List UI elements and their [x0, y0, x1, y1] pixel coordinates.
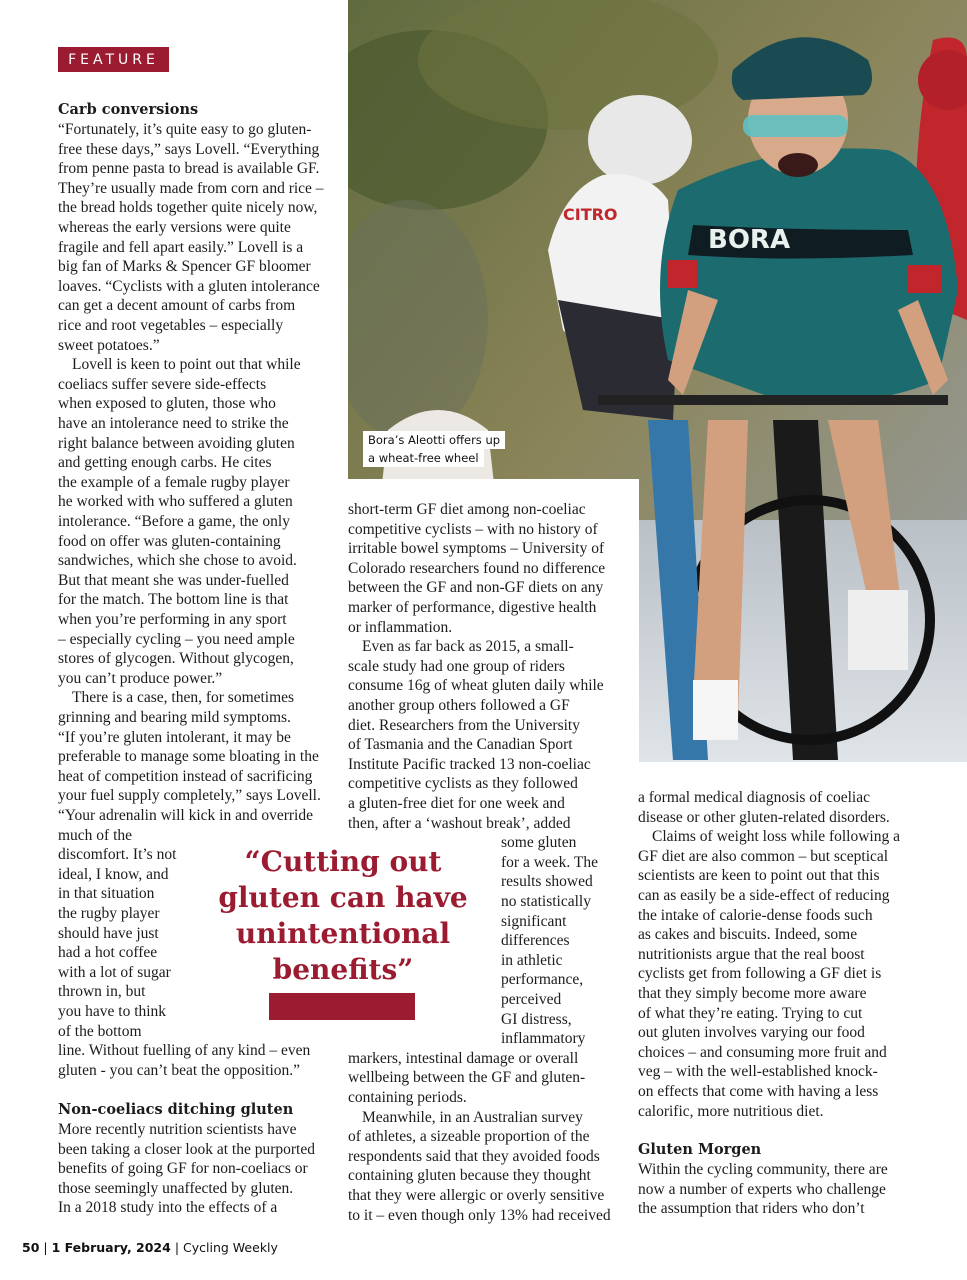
text-line: irritable bowel symptoms – University of	[348, 540, 605, 558]
text-line: In a 2018 study into the effects of a	[58, 1199, 278, 1217]
text-line: your fuel supply completely,” says Lovell.	[58, 787, 321, 805]
text-line: much of the	[58, 826, 133, 844]
text-line: “Fortunately, it’s quite easy to go gluten-	[58, 121, 312, 138]
text-line: scientists are keen to point out that this	[638, 867, 880, 885]
text-line: containing periods.	[348, 1089, 467, 1106]
text-line: on effects that come with having a less	[638, 1083, 879, 1100]
text-line: “If you’re gluten intolerant, it may be	[58, 728, 291, 746]
pull-quote-bar	[269, 993, 415, 1020]
text-line: to it – even though only 13% had received	[348, 1206, 611, 1224]
jersey-text: BORA	[708, 225, 791, 255]
pull-quote-line-3: unintentional	[235, 917, 451, 950]
text-line: diet. Researchers from the University	[348, 716, 580, 734]
text-line: cyclists get from following a GF diet is	[638, 965, 882, 983]
text-line: a formal medical diagnosis of coeliac	[638, 789, 870, 806]
text-line: scale study had one group of riders	[348, 657, 565, 675]
text-line: that they were allergic or overly sensitive	[348, 1187, 605, 1204]
magazine-name: Cycling Weekly	[183, 1240, 278, 1255]
text-line: line. Without fuelling of any kind – even	[58, 1042, 311, 1060]
text-line: differences	[501, 932, 570, 950]
svg-text:CITRO: CITRO	[563, 205, 618, 224]
text-line: from penne pasta to bread is available GF.	[58, 160, 320, 178]
pull-quote-line-2: gluten can have	[218, 881, 468, 914]
text-line: whereas the early versions were quite	[58, 219, 291, 236]
text-line: short-term GF diet among non-coeliac	[348, 501, 586, 518]
text-line: veg – with the well-established knock-	[638, 1063, 878, 1081]
text-line: had a hot coffee	[58, 944, 158, 962]
text-line: in that situation	[58, 885, 155, 903]
heading-non-coeliacs: Non-coeliacs ditching gluten	[58, 1101, 294, 1118]
text-line: he worked with who suffered a gluten	[58, 493, 293, 511]
text-line: stores of glycogen. Without glycogen,	[58, 650, 294, 668]
text-line: marker of performance, digestive health	[348, 599, 597, 616]
text-line: Colorado researchers found no difference	[348, 559, 606, 577]
text-line: GI distress,	[501, 1010, 572, 1028]
text-line: Meanwhile, in an Australian survey	[362, 1108, 583, 1126]
text-line: fragile and fell apart easily.” Lovell is a	[58, 238, 304, 256]
text-line: for the match. The bottom line is that	[58, 591, 289, 609]
pull-quote-line-1: “Cutting out	[244, 845, 442, 878]
text-line: no statistically	[501, 893, 591, 910]
pull-quote-line-4: benefits”	[272, 953, 414, 986]
text-line: and getting enough carbs. He cites	[58, 454, 272, 472]
text-line: of what they’re eating. Trying to cut	[638, 1004, 863, 1022]
text-line: competitive cyclists – with no history of	[348, 520, 598, 538]
text-line: nutritionists argue that the real boost	[638, 945, 865, 963]
text-line: gluten - you can’t beat the opposition.”	[58, 1061, 301, 1079]
text-line: the assumption that riders who don’t	[638, 1200, 865, 1218]
text-line: disease or other gluten-related disorders.	[638, 808, 890, 826]
page-footer	[22, 1240, 278, 1255]
footer-separator-1: |	[43, 1240, 48, 1255]
text-line: There is a case, then, for sometimes	[72, 689, 295, 707]
text-line: respondents said that they avoided foods	[348, 1147, 600, 1165]
text-line: those seemingly unaffected by gluten.	[58, 1179, 294, 1197]
text-line: out gluten involves varying our food	[638, 1024, 865, 1042]
issue-date: 1 February, 2024	[51, 1240, 171, 1255]
text-line: for a week. The	[501, 853, 598, 871]
text-line: sandwiches, which she chose to avoid.	[58, 552, 297, 570]
text-line: of Tasmania and the Canadian Sport	[348, 736, 573, 754]
text-line: that they simply become more aware	[638, 985, 867, 1002]
text-line: ideal, I know, and	[58, 865, 169, 883]
text-line: – especially cycling – you need ample	[58, 630, 295, 648]
text-line: coeliacs suffer severe side-effects	[58, 375, 267, 393]
text-line: benefits of going GF for non-coeliacs or	[58, 1160, 308, 1178]
text-line: thrown in, but	[58, 983, 146, 1001]
text-line: with a lot of sugar	[58, 963, 171, 981]
text-line: markers, intestinal damage or overall	[348, 1049, 579, 1067]
text-line: in athletic	[501, 951, 563, 969]
text-line: the rugby player	[58, 905, 160, 922]
photo-caption-line-1: Bora’s Aleotti offers up	[363, 431, 505, 449]
text-line: heat of competition instead of sacrificing	[58, 767, 313, 785]
text-line: choices – and consuming more fruit and	[638, 1043, 887, 1061]
text-line: should have just	[58, 924, 159, 942]
text-line: right balance between avoiding gluten	[58, 434, 295, 452]
text-line: now a number of experts who challenge	[638, 1180, 886, 1198]
text-line: can get a decent amount of carbs from	[58, 297, 296, 315]
text-line: big fan of Marks & Spencer GF bloomer	[58, 258, 311, 276]
text-line: containing gluten because they thought	[348, 1167, 591, 1185]
text-line: significant	[501, 912, 567, 930]
text-line: grinning and bearing mild symptoms.	[58, 709, 291, 726]
text-line: as cakes and biscuits. Indeed, some	[638, 926, 858, 944]
text-line: free these days,” says Lovell. “Everything	[58, 140, 320, 158]
text-line: can as easily be a side-effect of reducing	[638, 887, 890, 904]
text-line: competitive cyclists as they followed	[348, 775, 578, 793]
text-line: between the GF and non-GF diets on any	[348, 579, 604, 597]
text-line: the bread holds together quite nicely now,	[58, 199, 318, 217]
text-line: Even as far back as 2015, a small-	[362, 638, 574, 656]
text-line: rice and root vegetables – especially	[58, 317, 284, 334]
text-line: inflammatory	[501, 1030, 586, 1048]
text-line: They’re usually made from corn and rice –	[58, 179, 324, 197]
page-number: 50	[22, 1240, 40, 1255]
text-line: of athletes, a sizeable proportion of the	[348, 1128, 590, 1146]
text-line: perceived	[501, 991, 562, 1008]
text-line: have an intolerance need to strike the	[58, 415, 289, 432]
text-line: Lovell is keen to point out that while	[72, 356, 301, 374]
footer-separator-2: |	[174, 1240, 180, 1255]
text-line: been taking a closer look at the purported	[58, 1140, 315, 1158]
text-line: some gluten	[501, 834, 577, 852]
text-line: sweet potatoes.”	[58, 336, 160, 354]
text-line: when you’re performing in any sport	[58, 611, 287, 628]
text-line: food on offer was gluten-containing	[58, 532, 281, 550]
text-line: preferable to manage some bloating in the	[58, 748, 319, 766]
feature-tag: FEATURE	[58, 47, 169, 72]
text-line: performance,	[501, 971, 584, 989]
text-line: the example of a female rugby player	[58, 473, 290, 491]
text-line: Within the cycling community, there are	[638, 1161, 888, 1178]
text-line: or inflammation.	[348, 618, 453, 636]
text-line: results showed	[501, 873, 593, 891]
text-line: intolerance. “Before a game, the only	[58, 513, 290, 530]
text-line: loaves. “Cyclists with a gluten intolerance	[58, 277, 320, 295]
text-line: discomfort. It’s not	[58, 846, 177, 864]
heading-carb-conversions: Carb conversions	[58, 101, 199, 118]
text-line: calorific, more nutritious diet.	[638, 1102, 824, 1120]
text-line: wellbeing between the GF and gluten-	[348, 1069, 586, 1087]
photo-caption-line-2: a wheat-free wheel	[363, 449, 484, 467]
text-line: you have to think	[58, 1003, 167, 1020]
text-line: then, after a ‘washout break’, added	[348, 814, 571, 832]
text-line: Claims of weight loss while following a	[652, 828, 900, 846]
text-line: “Your adrenalin will kick in and override	[58, 807, 313, 824]
text-line: you can’t produce power.”	[58, 669, 223, 687]
text-line: the intake of calorie-dense foods such	[638, 906, 873, 924]
text-line: GF diet are also common – but sceptical	[638, 847, 889, 865]
text-line: Institute Pacific tracked 13 non-coeliac	[348, 755, 591, 773]
pull-quote	[205, 844, 481, 988]
text-line: when exposed to gluten, those who	[58, 395, 276, 413]
text-line: More recently nutrition scientists have	[58, 1121, 297, 1138]
text-line: another group others followed a GF	[348, 697, 570, 714]
text-line: a gluten-free diet for one week and	[348, 795, 565, 812]
text-line: of the bottom	[58, 1022, 142, 1040]
text-line: But that meant she was under-fuelled	[58, 571, 289, 589]
text-line: consume 16g of wheat gluten daily while	[348, 677, 604, 695]
heading-gluten-morgen: Gluten Morgen	[638, 1141, 762, 1158]
